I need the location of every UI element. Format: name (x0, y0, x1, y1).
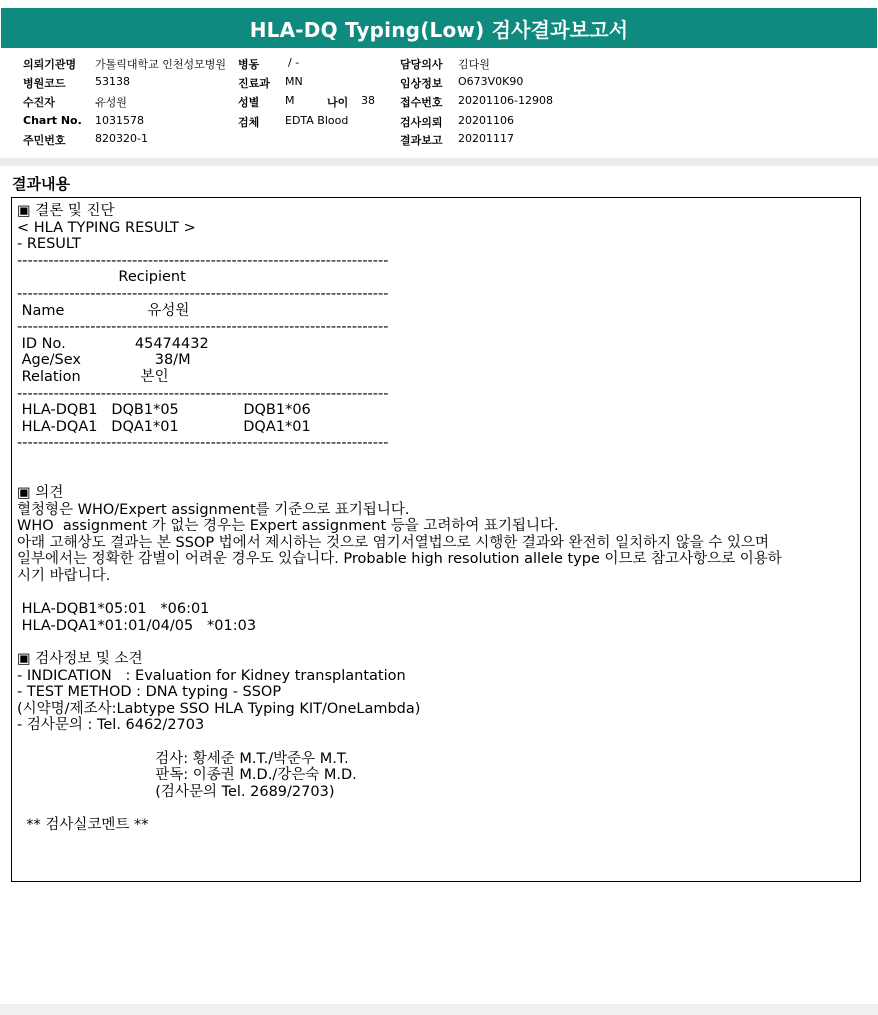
hospital-code-value: 53138 (95, 75, 130, 88)
resident-no-value: 820320-1 (95, 132, 148, 145)
ward-label: 병동 (238, 58, 260, 71)
ward-value: / - (288, 56, 300, 69)
age-label: 나이 (327, 96, 349, 109)
department-label: 진료과 (238, 77, 270, 90)
specimen-value: EDTA Blood (285, 114, 349, 127)
specimen-label: 검체 (238, 116, 260, 129)
receipt-no-label: 접수번호 (400, 96, 443, 109)
clinical-info-value: O673V0K90 (458, 75, 524, 88)
hospital-code-label: 병원코드 (23, 77, 66, 90)
report-title: HLA-DQ Typing(Low) 검사결과보고서 (249, 17, 629, 42)
recipient-value: 유성원 (95, 96, 127, 109)
result-text: ▣ 결론 및 진단 < HLA TYPING RESULT > - RESULT ----------------------------------------------------------------------- Recipient ----------------------------------------------------------------------- Name 유성원 ----------------------------------------------------------------------- ID No. 45474432 Age/Sex 38/M Relation 본인 ----------------------------------------------------------------------- HLA-DQB1 DQB1*05 DQB1*06 HLA-DQA1 DQA1*01 DQA1*01 ----------------------------------------------------------------------- ▣ 의견 혈청형은 WHO/Expert assignment를 기준으로 표기됩니다. WHO assignment 가 없는 경우는 Expert assignment 등을 고려하여 표기됩니다. 아래 고해상도 결과는 본 SSOP 법에서 제시하는 것으로 염기서열법으로 시행한 결과와 완전히 일치하지 않을 수 있으며 일부에서는 정확한 감별이 어려운 경우도 있습니다. Probable high resolution allele type 이므로 참고사항으로 이용하 시기 바랍니다. HLA-DQB1*05:01 *06:01 HLA-DQA1*01:01/04/05 *01:03 ▣ 검사정보 및 소견 - INDICATION : Evaluation for Kidney transplantation - TEST METHOD : DNA typing - SSOP (시약명/제조사:Labtype SSO HLA Typing KIT/OneLambda) - 검사문의 : Tel. 6462/2703 검사: 황세준 M.T./박준우 M.T. 판독: 이종권 M.D./강은숙 M.D. (검사문의 Tel. 2689/2703) ** 검사실코멘트 ** (17, 203, 782, 833)
top-strip (0, 0, 878, 8)
clinical-info-label: 임상정보 (400, 77, 443, 90)
title-bar (1, 8, 877, 48)
request-date-label: 검사의뢰 (400, 116, 443, 129)
patient-info-header (0, 48, 878, 158)
recipient-label: 수진자 (23, 96, 55, 109)
header-separator (0, 158, 878, 166)
report-date-label: 결과보고 (400, 134, 443, 147)
resident-no-label: 주민번호 (23, 134, 66, 147)
chart-no-label: Chart No. (23, 114, 82, 127)
report-date-value: 20201117 (458, 132, 514, 145)
bottom-band (0, 1004, 878, 1015)
department-value: MN (285, 75, 303, 88)
institution-label: 의뢰기관명 (23, 58, 77, 71)
request-date-value: 20201106 (458, 114, 514, 127)
sex-label: 성별 (238, 96, 260, 109)
result-section-title: 결과내용 (12, 175, 70, 193)
chart-no-value: 1031578 (95, 114, 144, 127)
age-value: 38 (361, 94, 375, 107)
result-content-box[interactable] (11, 197, 861, 882)
receipt-no-value: 20201106-12908 (458, 94, 553, 107)
institution-value: 가톨릭대학교 인천성모병원 (95, 58, 227, 71)
sex-value: M (285, 94, 295, 107)
doctor-value: 김다원 (458, 58, 490, 71)
doctor-label: 담당의사 (400, 58, 443, 71)
